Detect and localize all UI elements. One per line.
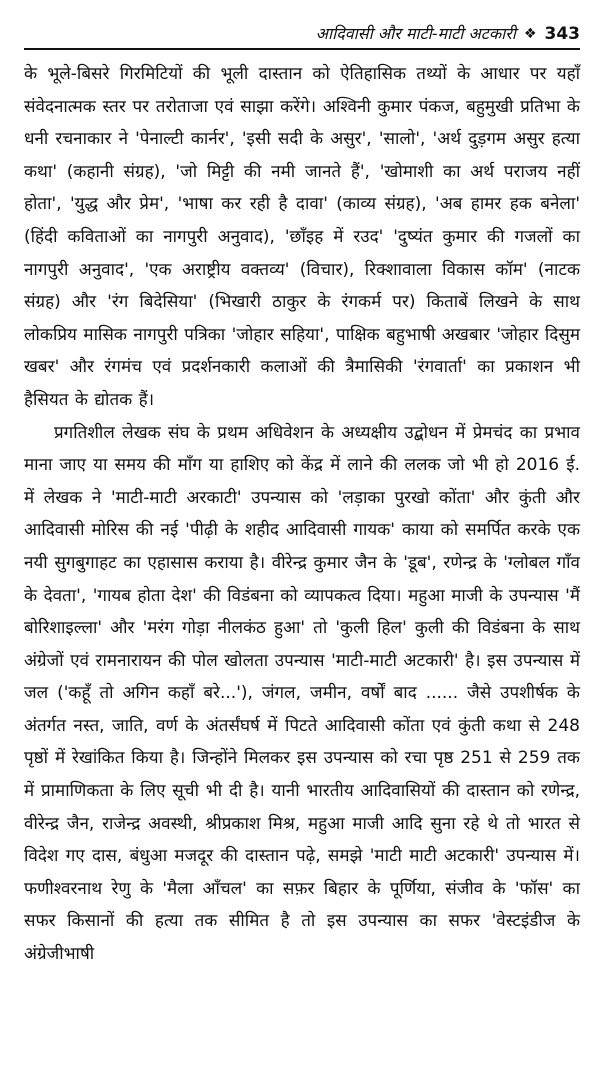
- running-header: [24, 0, 580, 50]
- body-text: [24, 58, 580, 971]
- paragraph: प्रगतिशील लेखक संघ के प्रथम अधिवेशन के अध्यक्षीय उद्बोधन में प्रेमचंद का प्रभाव माना जाए या समय की माँग या हाशिए को केंद्र में लाने की ललक जो भी हो 2016 ई. में लेखक ने 'माटी-माटी अरकाटी' उपन्यास को 'लड़ाका पुरखो कोंता' और कुंती और आदिवासी मोरिस की नई 'पीढ़ी के शहीद आदिवासी गायक' काया को समर्पित करके एक नयी सुगबुगाहट का एहासास कराया है। वीरेन्द्र कुमार जैन के 'डूब', रणेन्द्र के 'ग्लोबल गाँव के देवता', 'गायब होता देश' की विडंबना को व्यापकत्व दिया। महुआ माजी के उपन्यास 'मैं बोरिशाइल्ला' और 'मरंग गोड़ा नीलकंठ हुआ' तो 'कुली हिल' कुली की विडंबना के साथ अंग्रेजों एवं रामनारायन की पोल खोलता उपन्यास 'माटी-माटी अटकारी' है। इस उपन्यास में जल ('कहूँ तो अगिन कहाँ बरे...'), जंगल, जमीन, वर्षों बाद ...... जैसे उपशीर्षक के अंतर्गत नस्त, जाति, वर्ण के अंतर्संघर्ष में पिटते आदिवासी कोंता एवं कुंती कथा से 248 पृष्ठों में रेखांकित किया है। जिन्होंने मिलकर इस उपन्यास को रचा पृष्ठ 251 से 259 तक में प्रामाणिकता के लिए सूची भी दी है। यानी भारतीय आदिवासियों की दास्तान को रणेन्द्र, वीरेन्द्र जैन, राजेन्द्र अवस्थी, श्रीप्रकाश मिश्र, महुआ माजी आदि सुना रहे थे तो भारत से विदेश गए दास, बंधुआ मजदूर की दास्तान पढ़े, समझे 'माटी माटी अटकारी' उपन्यास में। फणीश्वरनाथ रेणु के 'मैला आँचल' का सफ़र बिहार के पूर्णिया, संजीव के 'फॉस' का सफर किसानों की हत्या तक सीमित है तो इस उपन्यास का सफर 'वेस्टइंडीज के अंग्रेजीभाषी: [24, 422, 580, 965]
- paragraph-continued: के भूले-बिसरे गिरमिटियों की भूली दास्तान को ऐतिहासिक तथ्यों के आधार पर यहाँ संवेदनात्मक स्तर पर तरोताजा एवं साझा करेंगे। अश्विनी कुमार पंकज, बहुमुखी प्रतिभा के धनी रचनाकार ने 'पेनाल्टी कार्नर', 'इसी सदी के असुर', 'सालो', 'अर्थ दुड़गम असुर हत्या कथा' (कहानी संग्रह), 'जो मिट्टी की नमी जानते हैं', 'खोमाशी का अर्थ पराजय नहीं होता', 'युद्ध और प्रेम', 'भाषा कर रही है दावा' (काव्य संग्रह), 'अब हामर हक बनेला' (हिंदी कविताओं का नागपुरी अनुवाद), 'छाँइह में रउद' 'दुष्यंत कुमार की गजलों का नागपुरी अनुवाद', 'एक अराष्ट्रीय वक्तव्य' (विचार), रिक्शावाला विकास कॉम' (नाटक संग्रह) और 'रंग बिदेसिया' (भिखारी ठाकुर के रंगकर्म पर) किताबें लिखने के साथ लोकप्रिय मासिक नागपुरी पत्रिका 'जोहार सहिया', पाक्षिक बहुभाषी अखबार 'जोहार दिसुम खबर' और रंगमंच एवं प्रदर्शनकारी कलाओं की त्रैमासिकी 'रंगवार्ता' का प्रकाशन भी हैसियत के द्योतक हैं।: [24, 64, 580, 410]
- page-number: 343: [544, 24, 580, 44]
- diamond-separator-icon: ❖: [523, 26, 537, 42]
- running-title: आदिवासी और माटी-माटी अटकारी: [315, 24, 516, 43]
